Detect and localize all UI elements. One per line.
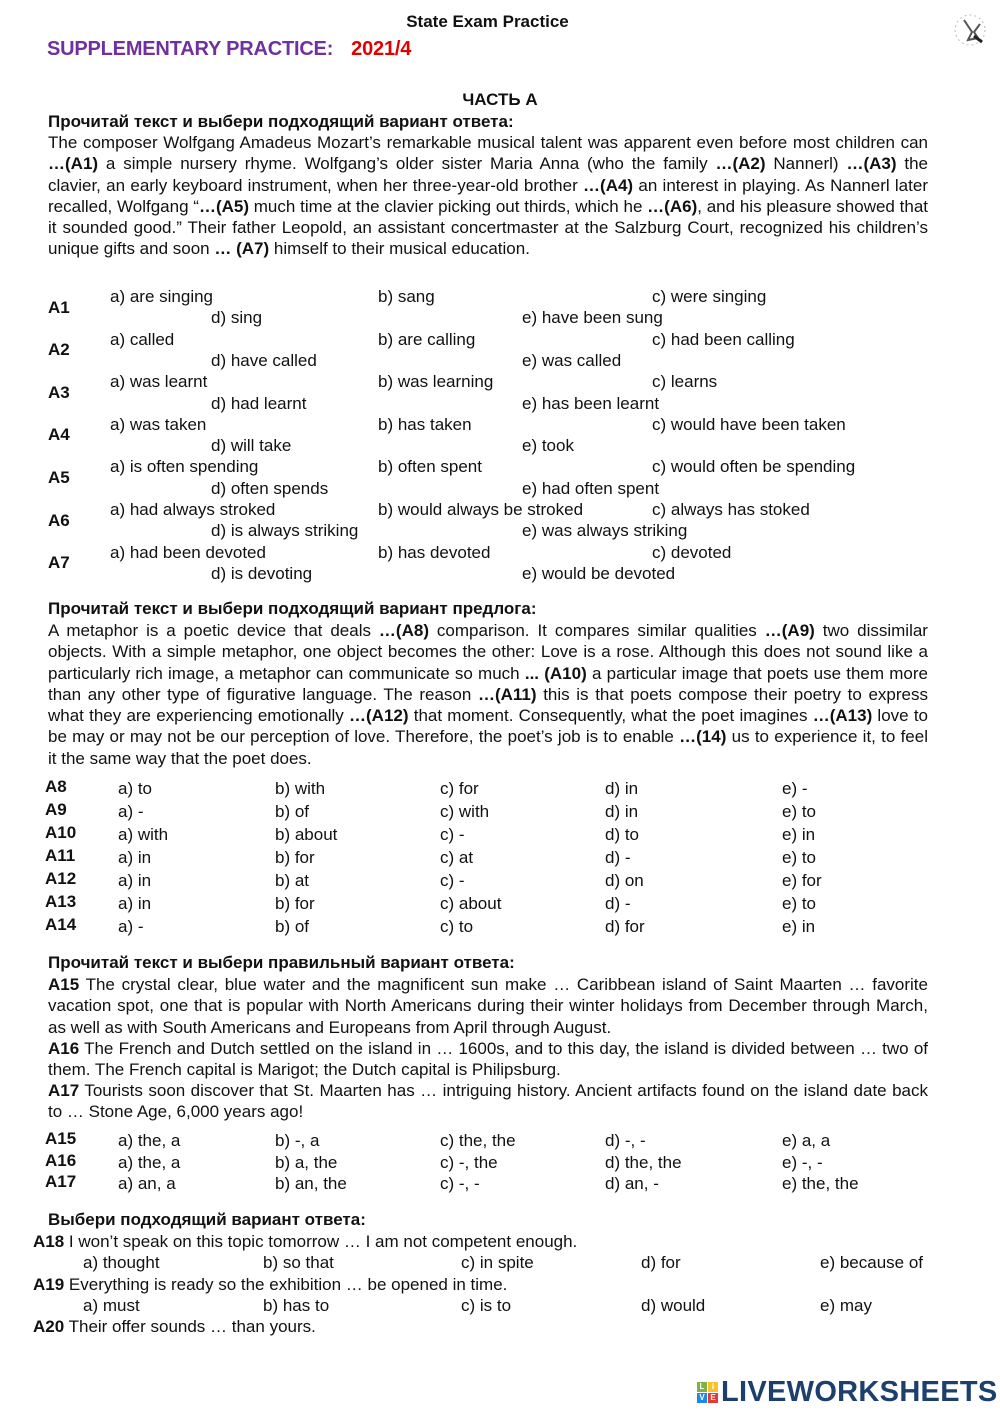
gap-marker: …(A8)	[378, 621, 429, 640]
passage-text: , and his pleasure showed that it sounded good.” Their father Leopold, an assistant concertmaster at the Salzburg Court, recognized his children’s unique gifts and soon	[48, 196, 928, 259]
badge-letter: V	[697, 1393, 707, 1403]
gap-marker: …(A3)	[846, 154, 897, 174]
gap-marker: … (A7)	[214, 239, 270, 259]
passage-text: The composer Wolfgang Amadeus Mozart’s remarkable musical talent was apparent even before most children can	[48, 133, 928, 152]
section1-heading: Прочитай текст и выбери подходящий вариант ответа:	[48, 112, 514, 131]
gap-marker: A17	[48, 1081, 80, 1100]
option-a11-c[interactable]: c) at	[440, 848, 474, 867]
passage-text: Nannerl)	[765, 154, 847, 174]
option-a5-d[interactable]: d) often spends	[211, 478, 329, 498]
question-label: A15	[45, 1129, 77, 1148]
option-a18-c[interactable]: c) in spite	[461, 1253, 534, 1273]
option-a1-c[interactable]: c) were singing	[652, 287, 767, 306]
option-a16-a[interactable]: a) the, a	[118, 1152, 181, 1172]
option-a16-d[interactable]: d) the, the	[605, 1152, 682, 1172]
passage-text: a simple nursery rhyme. Wolfgang’s older sister Maria Anna (who the family	[98, 154, 716, 174]
option-a1-e[interactable]: e) have been sung	[522, 308, 663, 328]
year-label: 2021/4	[351, 38, 412, 60]
question-text	[33, 1231, 577, 1252]
gap-marker: …(A2)	[715, 154, 766, 174]
badge-letter: L	[697, 1382, 707, 1392]
option-a6-c[interactable]: c) always has stoked	[652, 500, 810, 519]
option-a6-e[interactable]: e) was always striking	[522, 521, 688, 541]
option-a12-a[interactable]: a) in	[118, 871, 152, 890]
passage-text: us to experience it, to feel it the same way that the poet does.	[48, 727, 928, 768]
question-label: A9	[45, 800, 67, 819]
gap-marker: ... (A10)	[524, 663, 587, 683]
section1-passage	[48, 132, 928, 260]
question-label: A2	[48, 340, 70, 360]
option-a4-a[interactable]: a) was taken	[110, 414, 207, 434]
option-a19-c[interactable]: c) is to	[461, 1295, 512, 1315]
option-a4-d[interactable]: d) will take	[211, 436, 292, 456]
option-a13-d[interactable]: d) -	[605, 894, 631, 913]
question-label: A5	[48, 467, 70, 487]
option-a16-e[interactable]: e) -, -	[782, 1152, 823, 1172]
passage-text: an interest in playing. As Nannerl later recalled, Wolfgang “	[48, 175, 928, 216]
section3-heading: Прочитай текст и выбери правильный вариант ответа:	[48, 953, 515, 972]
option-a18-b[interactable]: b) so that	[263, 1253, 334, 1273]
option-a12-e[interactable]: e) for	[782, 871, 822, 890]
option-a14-b[interactable]: b) of	[275, 917, 310, 936]
option-a4-c[interactable]: c) would have been taken	[652, 414, 846, 434]
option-a1-b[interactable]: b) sang	[378, 287, 435, 306]
option-a15-e[interactable]: e) a, a	[782, 1131, 831, 1150]
option-a15-c[interactable]: c) the, the	[440, 1131, 516, 1150]
question-label: A10	[45, 823, 77, 842]
option-a18-d[interactable]: d) for	[641, 1253, 681, 1273]
passage-text: A metaphor is a poetic device that deals	[48, 621, 379, 640]
option-a8-b[interactable]: b) with	[275, 779, 326, 798]
option-a5-b[interactable]: b) often spent	[378, 457, 482, 477]
section2-passage	[48, 620, 928, 769]
option-a2-d[interactable]: d) have called	[211, 350, 317, 370]
option-a7-a[interactable]: a) had been devoted	[110, 542, 266, 562]
passage-text: that moment. Consequently, what the poet imagines	[408, 706, 813, 726]
option-a19-e[interactable]: e) may	[820, 1295, 872, 1315]
option-a17-b[interactable]: b) an, the	[275, 1174, 347, 1193]
gap-marker: …(A5)	[198, 196, 250, 216]
option-a15-b[interactable]: b) -, a	[275, 1131, 320, 1150]
question-stem: I won’t speak on this topic tomorrow … I am not competent enough.	[64, 1232, 578, 1251]
option-a10-b[interactable]: b) about	[275, 825, 338, 844]
option-a11-a[interactable]: a) in	[118, 848, 152, 867]
question-label: A14	[45, 915, 77, 934]
option-a5-e[interactable]: e) had often spent	[522, 478, 660, 498]
option-a3-e[interactable]: e) has been learnt	[522, 393, 660, 413]
passage-text: love to be may or may not be our perception of love. Therefore, the poet’s job is to enable	[48, 706, 929, 747]
option-a19-d[interactable]: d) would	[641, 1295, 706, 1315]
gap-marker: A15	[48, 975, 80, 994]
question-label: A8	[45, 777, 67, 796]
option-a14-d[interactable]: d) for	[605, 917, 645, 936]
question-stem: Their offer sounds … than yours.	[64, 1317, 316, 1336]
option-a9-d[interactable]: d) in	[605, 802, 639, 821]
gap-marker: …(14)	[679, 727, 727, 747]
brand-name: LIVEWORKSHEETS	[721, 1376, 998, 1408]
option-a10-e[interactable]: e) in	[782, 825, 816, 844]
passage-text: a particular image that poets use them more than any other type of figurative language. The reason	[48, 663, 928, 704]
supplementary-label: SUPPLEMENTARY PRACTICE:	[47, 38, 334, 60]
option-a13-e[interactable]: e) to	[782, 894, 817, 913]
option-a4-b[interactable]: b) has taken	[378, 414, 472, 434]
passage-text: two dissimilar objects. With a simple metaphor, one object becomes the other: Love is a rose. Although this does not sound like a particularly rich image, a metaphor can communicate so much	[48, 621, 928, 683]
option-a6-b[interactable]: b) would always be stroked	[378, 500, 584, 519]
liveworksheets-logo	[697, 1376, 998, 1409]
option-a13-a[interactable]: a) in	[118, 894, 152, 913]
gap-marker: …(A11)	[477, 684, 537, 704]
option-a16-b[interactable]: b) a, the	[275, 1152, 338, 1172]
option-a15-d[interactable]: d) -, -	[605, 1131, 646, 1150]
option-a18-a[interactable]: a) thought	[83, 1253, 160, 1273]
option-a7-e[interactable]: e) would be devoted	[522, 563, 676, 583]
gap-marker: …(A13)	[812, 706, 873, 726]
question-text	[33, 1316, 316, 1337]
option-a10-a[interactable]: a) with	[118, 825, 169, 844]
option-a8-d[interactable]: d) in	[605, 779, 639, 798]
option-a9-e[interactable]: e) to	[782, 802, 817, 821]
option-a4-e[interactable]: e) took	[522, 436, 574, 456]
part-heading: ЧАСТЬ А	[462, 90, 538, 109]
option-a12-b[interactable]: b) at	[275, 871, 310, 890]
badge-letter: E	[708, 1393, 718, 1403]
option-a8-e[interactable]: e) -	[782, 779, 808, 798]
question-label: A4	[48, 425, 70, 445]
option-a6-d[interactable]: d) is always striking	[211, 521, 359, 541]
badge-letter: I	[708, 1382, 718, 1392]
option-a14-e[interactable]: e) in	[782, 917, 816, 936]
gap-marker: …(A9)	[764, 621, 815, 640]
question-label: A3	[48, 382, 70, 402]
option-a8-c[interactable]: c) for	[440, 779, 479, 798]
option-a11-b[interactable]: b) for	[275, 848, 315, 867]
option-a18-e[interactable]: e) because of	[820, 1253, 924, 1273]
option-a15-a[interactable]: a) the, a	[118, 1131, 181, 1150]
passage-text: The French and Dutch settled on the island in … 1600s, and to this day, the island is divided between … two of them. The French capital is Marigot; the Dutch capital is Philipsburg.	[48, 1039, 928, 1080]
option-a19-b[interactable]: b) has to	[263, 1295, 330, 1315]
gap-marker: …(A6)	[647, 196, 698, 216]
gap-marker: …(A1)	[48, 154, 99, 174]
passage-text: this is that poets compose their poetry to express what they are experiencing emotionally	[48, 684, 928, 726]
option-a9-a[interactable]: a) -	[118, 802, 144, 821]
option-a19-a[interactable]: a) must	[83, 1295, 140, 1315]
document-title: State Exam Practice	[406, 12, 569, 31]
option-a9-c[interactable]: c) with	[440, 802, 490, 821]
question-label: A12	[45, 869, 77, 888]
option-a14-c[interactable]: c) to	[440, 917, 474, 936]
option-a11-e[interactable]: e) to	[782, 848, 817, 867]
option-a16-c[interactable]: c) -, the	[440, 1152, 498, 1172]
question-label: A6	[48, 510, 70, 530]
question-stem: Everything is ready so the exhibition … be opened in time.	[64, 1274, 508, 1294]
gap-marker: …(A12)	[349, 706, 409, 726]
question-label: A13	[45, 892, 77, 911]
option-a3-b[interactable]: b) was learning	[378, 372, 494, 392]
passage-text: much time at the clavier picking out thirds, which he	[249, 196, 648, 216]
option-a12-c[interactable]: c) -	[440, 871, 465, 890]
option-a14-a[interactable]: a) -	[118, 917, 144, 936]
question-label: A18	[33, 1232, 65, 1251]
option-a3-d[interactable]: d) had learnt	[211, 393, 307, 413]
bird-logo-icon	[952, 10, 988, 50]
option-a2-c[interactable]: c) had been calling	[652, 329, 795, 349]
option-a17-a[interactable]: a) an, a	[118, 1174, 176, 1193]
option-a1-a[interactable]: a) are singing	[110, 287, 214, 306]
option-a3-a[interactable]: a) was learnt	[110, 372, 208, 392]
option-a17-e[interactable]: e) the, the	[782, 1174, 859, 1193]
passage-text: comparison. It compares similar qualities	[428, 621, 765, 640]
passage-text: himself to their musical education.	[269, 239, 530, 259]
option-a2-e[interactable]: e) was called	[522, 350, 622, 370]
option-a3-c[interactable]: c) learns	[652, 372, 718, 392]
question-label: A20	[33, 1317, 65, 1336]
question-label: A1	[48, 297, 70, 317]
live-badge-icon	[697, 1382, 718, 1403]
section3-passage-a16	[48, 1038, 928, 1081]
option-a1-d[interactable]: d) sing	[211, 308, 263, 328]
passage-text: The crystal clear, blue water and the magnificent sun make … Caribbean island of Saint Maarten … favorite vacation spot, one that is popular with North Americans during their winter holidays from December through March, as well as with South Americans and Europeans from April through August.	[48, 975, 928, 1037]
gap-marker: A16	[48, 1039, 80, 1058]
section3-passage-a15	[48, 974, 928, 1038]
option-a2-b[interactable]: b) are calling	[378, 329, 476, 349]
passage-text: the clavier, an early keyboard instrument, when her three-year-old brother	[48, 154, 929, 195]
option-a5-a[interactable]: a) is often spending	[110, 457, 259, 477]
section2-heading: Прочитай текст и выбери подходящий вариант предлога:	[48, 599, 537, 618]
option-a6-a[interactable]: a) had always stroked	[110, 500, 276, 519]
option-a7-d[interactable]: d) is devoting	[211, 563, 313, 583]
option-a2-a[interactable]: a) called	[110, 329, 175, 349]
option-a10-c[interactable]: c) -	[440, 825, 465, 844]
question-text	[33, 1274, 507, 1295]
option-a8-a[interactable]: a) to	[118, 779, 153, 798]
option-a13-c[interactable]: c) about	[440, 894, 502, 913]
supplementary-heading	[47, 38, 411, 61]
question-label: A17	[45, 1172, 77, 1191]
option-a7-b[interactable]: b) has devoted	[378, 542, 491, 562]
question-label: A11	[45, 846, 76, 865]
option-a12-d[interactable]: d) on	[605, 871, 644, 890]
section3-passage-a17	[48, 1080, 928, 1123]
option-a10-d[interactable]: d) to	[605, 825, 640, 844]
question-label: A19	[33, 1274, 65, 1294]
gap-marker: …(A4)	[583, 175, 634, 195]
option-a17-d[interactable]: d) an, -	[605, 1174, 659, 1193]
option-a9-b[interactable]: b) of	[275, 802, 310, 821]
section4-heading: Выбери подходящий вариант ответа:	[48, 1210, 366, 1229]
option-a13-b[interactable]: b) for	[275, 894, 315, 913]
option-a5-c[interactable]: c) would often be spending	[652, 457, 856, 477]
option-a11-d[interactable]: d) -	[605, 848, 631, 867]
passage-text: Tourists soon discover that St. Maarten has … intriguing history. Ancient artifacts found on the island date back to … Stone Age, 6,000 years ago!	[48, 1081, 928, 1122]
option-a7-c[interactable]: c) devoted	[652, 542, 732, 562]
option-a17-c[interactable]: c) -, -	[440, 1174, 480, 1193]
question-label: A7	[48, 553, 70, 573]
question-label: A16	[45, 1150, 77, 1170]
